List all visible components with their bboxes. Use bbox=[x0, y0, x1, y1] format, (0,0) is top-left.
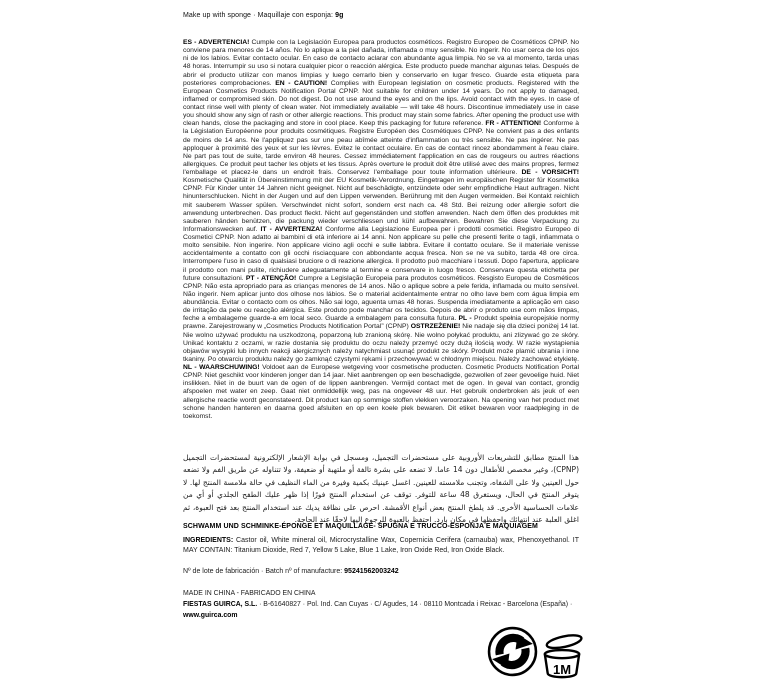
green-dot-recycling-icon bbox=[487, 626, 538, 677]
product-names-header: SCHWAMM UND SCHMINKE-ÉPONGE ET MAQUILLAGE- SPUGNA E TRUCCO-ESPONJA E MAQUIAGEM bbox=[183, 523, 538, 530]
product-weight-line bbox=[183, 12, 579, 19]
ingredients-paragraph bbox=[183, 536, 579, 555]
multilingual-warnings-paragraph: ES - ADVERTENCIA! Cumple con la Legislación Europea para productos cosméticos. Registro Europeo de Cosméticos CPNP. No conviene para menores de 14 años. No lo aplique a la piel dañada, inflamada o muy sensible. No ingerir. No usar cerca de los ojos ni de los labios. Evitar contacto ocular. En caso de contacto aclarar con abundante agua limpia. No se va al momento, tarda unas 48 horas. Interrumpir su uso si notara cualquier picor o reacción alérgica. Este producto puede manchar algunas telas. Después de abrir el producto utilizar con manos limpias y luego cerrarlo bien y conservarlo en lugar fresco. Guarde esta etiqueta para posteriores comprobaciones. EN - CAUTION! Complies with European legislation on cosmetic products. Registered with the European Cosmetics Products Notification Portal CPNP. Not suitable for children under 14 years. Do not apply to damaged, inflamed or compromised skin. Do not digest. Do not use around the eyes and on the lips. Avoid contact with the eyes. In case of contact rinse well with plenty of clean water. Not immediately available — will take 48 hours. Discontinue immediately use in case you should show any sign of rash or other allergic reactions. This product may stain some fabrics. After opening the product use with clean hands, close the packaging and store in cool place. Keep this packaging for future reference. FR - ATTENTION! Conforme à la Législation Européenne pour produits cosmétiques. Registre Européen des Cosmétiques CPNP. Ne convient pas a des enfants de moins de 14 ans. Ne l'appliquez pas sur une peau abîmée atteinte d'inflammation ou très sensible. Ne pas ingérer. Ne pas apploquer à proximité des yeux et sur les lèvres. Evitez le contact oculaire. En cas de contact rincez abondamment à l'eau claire. Ne part pas tout de suite, tarde environ 48 heures. Cessez immédiatement l'application en cas de rougeurs ou autres réactions allergiques. Ce produit peut tacher les objets et les tissus. Après overture le produit doit être utilisé avec des mains propres, fermez l'emballage et placez-le dans un endroit frais. Conservez l'emballage pour toute information ultérieure. DE - VORSICHT! Kosmetische Qualität in Übereinstimmung mit der EU Kosmetik-Verordnung. Eingetragen im europäischen Register für Kosmetika CPNP. Für Kinder unter 14 Jahren nicht geeignet. Nicht auf beschädigte, entzündete oder sehr empfindliche Haut auftragen. Nicht hinunterschlucken. Nicht in der Augen und auf den Lippen verwenden. Berührung mit den Augen vermeiden. Bei Kontakt reichlich mit sauberem Wasser spülen. Verschwindet nicht sofort, sondern erst nach ca. 48 Std. Bei reizung oder allergie sofort die anwendung unterbrechen. Das product fleckt. Nicht auf gegenständen und stoffen anwenden. Nach dem öffen des produktes mit sauberen händen benützen, die packung wieder verschliessen und kühl aufbewahren. Bewahren Sie diese Verpackung zu Informationswecken auf. IT - AVVERTENZA! Conforme alla Legislazione Europea per i prodotti cosmetici. Registro Europeo di Cosmetici CPNP. Non adatto ai bambini di età inferiore ai 14 anni. Non applicare su pelle che presenti ferite o tagli, infiammata o molto sensibile. Non ingerire. Non applicare vicino agli occhi e sulle labbra. Evitare il contatto oculare. Se il materiale venisse accidentalmente a contatto con gli occhi risciacquare con abbondante acqua fresca. Non se ne va subito, tarda 48 ore circa. Interrompere l'uso in caso di qualsiasi bruciore o di reazione allergica. Il prodotto può macchiare i tessuti. Dopo l'apertura, applicare il prodotto con mani pulite, richiudere adeguatamente al termine e conservare in luogo fresco. Conservare questa etichetta per future consultazioni. PT - ATENÇÃO! Cumpre a Legislação Europeia para produtos cosméticos. Resgisto Europeu de Cosméticos CPNP. Não esta apropriado para as crianças menores de 14 anos. Não o aplique sobre a pele ferida, inflamada ou muito sensível. Não ingerir. Nem aplicar junto dos olhose nos lábios. Se o material acidentalmente entrar no olho lave bem com água limpia em abundância. Evitar o contacto com os olhos. Não sai logo, aguenta umas 48 horas. Suspenda imediatamente a aplicação em caso de irritação da pele ou reacção alérgica. Este produto pode manchar os tecidos. Depois de abrir o produto use com mãos limpas, feche a embalageme guarde-a em local seco. Guarde a embalagem para consulta futura. PL - Produkt spełnia europejskie normy prawne. Zarejestrowany w „Cosmetics Products Notification Portal” (CPNP) OSTRZEŻENIE! Nie nadaje się dla dzieci poniżej 14 lat. Nie wolno używać produktu na uszkodzoną, poparzoną lub zranioną skórę. Nie wolno połykać produktu, ani zlizywać go ze skóry. Unikać kontaktu z oczami, w razie dostania się produktu do oczu należy przemyć oczy dużą ilością wody. W razie wystąpienia objawów wysypki lub innych reakcji alergicznych należy natychmiast usunąć produkt ze skóry. Produkt może plamić ubrania i inne tkaniny. Po otwarciu produktu należy go zamknąć czystymi rękami i przechowywać w chłodnym miejscu. Należy zachować etykietę. NL - WAARSCHUWING! Voldoet aan de Europese wetgeving voor cosmetische producten. Cosmetic Products Notification Portal CPNP. Niet geschikt voor kinderen jonger dan 14 jaar. Niet aanbrengen op een beschadigde, gezwollen of zeer gevoelige huid. Niet inslikken. Niet in de buurt van de ogen of de lippen aanbrengen. Vermijd contact met de ogen. In geval van contact, grondig afspoelen met water en zeep. Gaat niet onmiddellijk weg, pas na ongeveer 48 uur. Het gebruik onderbroken als jeuk of een allergische reactie wordt geconstateerd. Dit product kan op sommige stoffen vlekken veroorzaken. Na opening van het product met schone handen hanteren en daarna goed afsluiten en op een koele plek bewaren. Dit etiket bewaren voor raadpleging in de toekomst. bbox=[183, 39, 580, 420]
pao-jar-icon bbox=[541, 630, 583, 682]
website-link: www.guirca.com bbox=[183, 612, 238, 619]
arabic-warning-paragraph: هذا المنتج مطابق للتشريعات الأوروبية على مستحضرات التجميل، ومسجل في بوابة الإشعار الإلكترونية لمستحضرات التجميل (CPNP)، وغير مخصص للأطفال دون 14 عاما. لا تضعه على بشرة تالفة أو ملتهبة أو ضعيفة، ولا تتناوله عن طريق الفم ولا تضعه حول العينين ولا على الشفاه، وتجنب ملامسته للعينين. اغسل عينيك بكمية وفيرة من الماء النظيف في حالة ملامسة المنتج لها. لا يتوفر المنتج في الحال، ويستغرق 48 ساعة للتوفر. توقف عن استخدام المنتج فورًا إذا ظهر عليك الطفح الجلدي أو أي من علامات الحساسية الأخرى. قد يلطخ المنتج بعض أنواع الأقمشة. احرص على نظافة يديك عند استخدام المنتج بعد فتح العبوة، ثم اغلق العلبة عند انتهائك واحفظها في مكان بارد. احتفظ بالعبوة للرجوع إليها لاحقًا عند الحاجة. bbox=[183, 453, 579, 525]
product-weight-value: 9g bbox=[335, 12, 344, 19]
batch-label: Nº de lote de fabricación · Batch nº of manufacture: bbox=[183, 568, 345, 575]
company-address: · B-61640827 · Pol. Ind. Can Cuyas · C/ Agudes, 14 · 08110 Montcada i Reixac - Barcelona (España) · bbox=[257, 601, 573, 608]
ingredients-list: Castor oil, White mineral oil, Microcrystalline Wax, Copernicia Cerifera (carnauba) wax, Phenoxyethanol. IT MAY CONTAIN: Titanium Dioxide, Red 7, Yellow 5 Lake, Blue 1 Lake, Iron Oxide Red, Iron Oxide Black. bbox=[183, 537, 579, 554]
manufacturer-block bbox=[183, 588, 579, 621]
ingredients-label: INGREDIENTS: bbox=[183, 537, 234, 544]
batch-number: 95241562003242 bbox=[344, 568, 399, 575]
company-line bbox=[183, 599, 579, 621]
certification-icons bbox=[487, 622, 582, 687]
product-weight-text: Make up with sponge · Maquillaje con esponja: bbox=[183, 12, 336, 19]
pao-duration-label: 1M bbox=[552, 662, 572, 677]
origin-line: MADE IN CHINA - FABRICADO EN CHINA bbox=[183, 590, 316, 597]
batch-number-line bbox=[183, 568, 579, 575]
company-name: FIESTAS GUIRCA, S.L. bbox=[183, 601, 258, 608]
